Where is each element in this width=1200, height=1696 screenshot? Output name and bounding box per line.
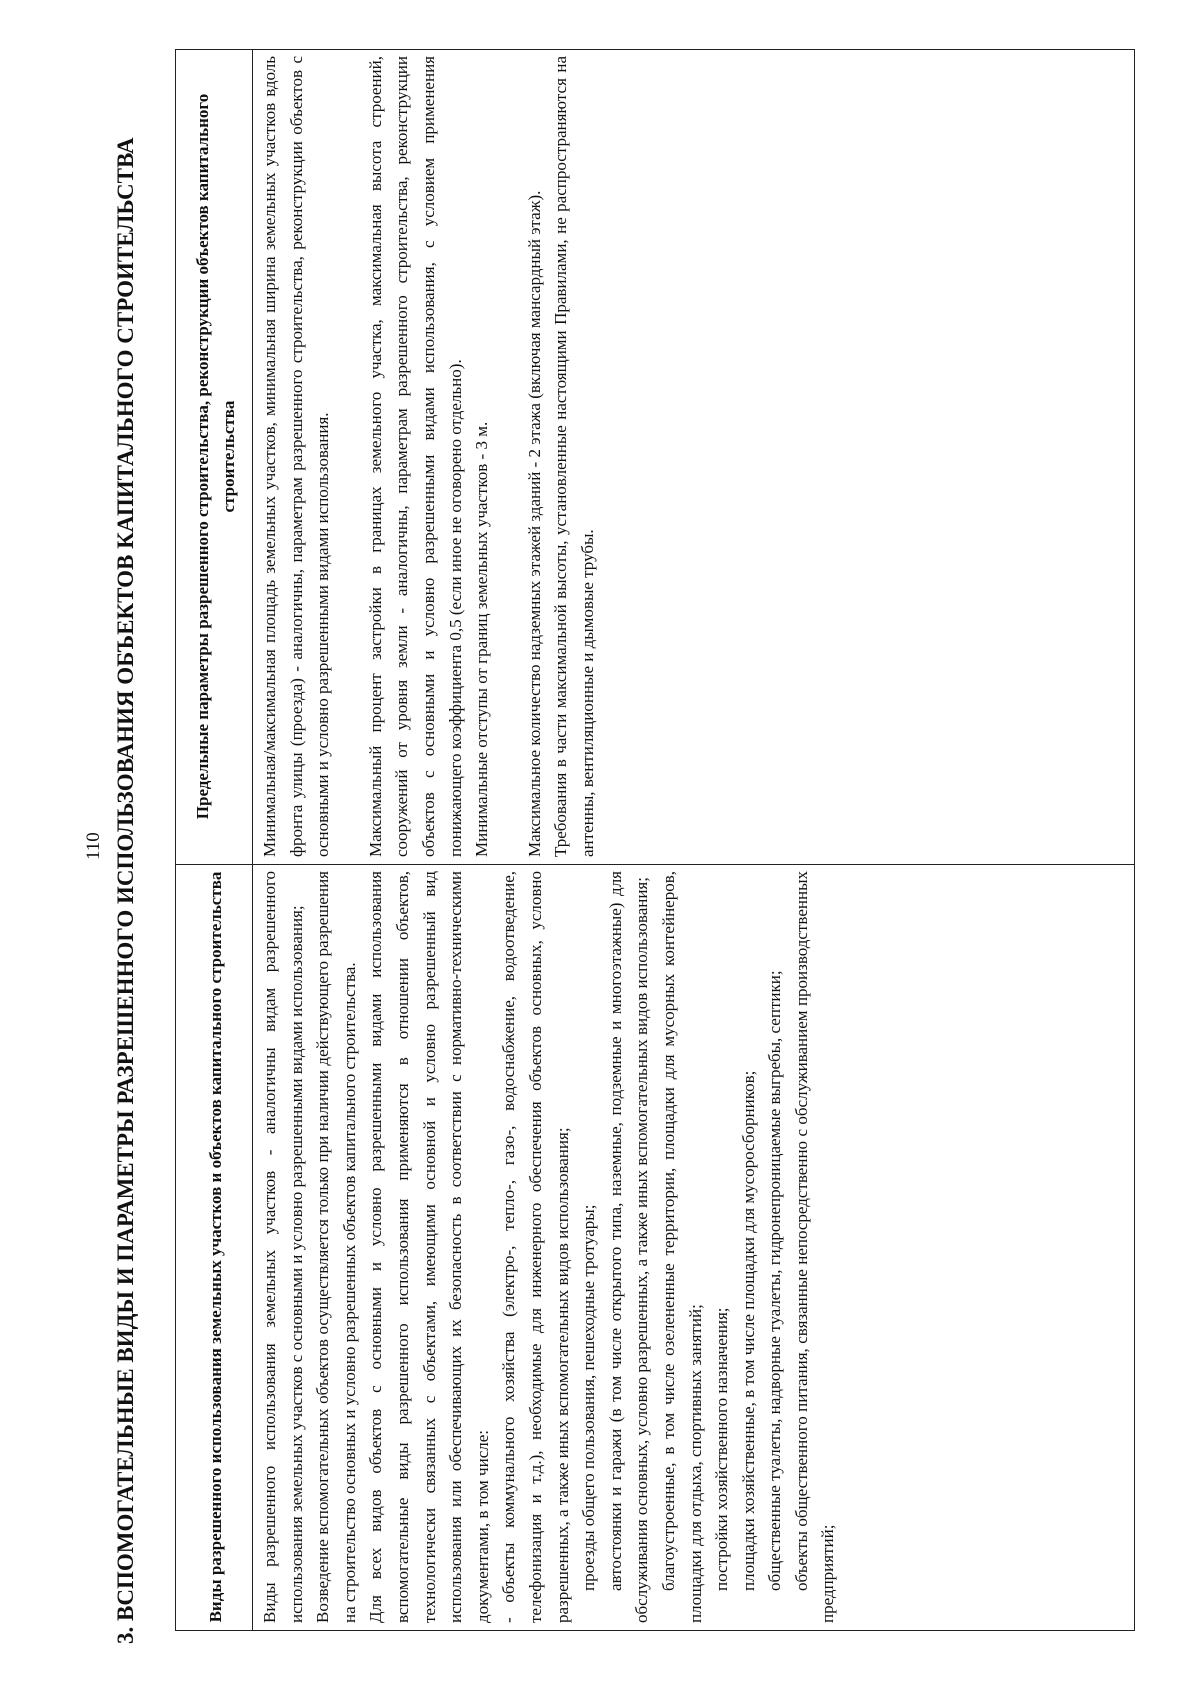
- uses-list-item: общественные туалеты, надворные туалеты, гидронепроницаемые выгребы, септики;: [765, 970, 785, 1591]
- uses-list-item: благоустроенные, в том числе озелененные территории, площадки для мусорных контейнеров, площадки для отдыха, спортивных занятий;: [658, 871, 705, 1623]
- uses-list-item: проезды общего пользования, пешеходные тротуары;: [579, 1204, 599, 1591]
- header-permitted-uses: Виды разрешенного использования земельных участков и объектов капитального строительства: [176, 865, 253, 1631]
- table-header-row: [176, 50, 253, 1631]
- uses-paragraph: Для всех видов объектов с основными и условно разрешенными видами использования вспомогательные виды разрешенного использования применяются в отношении объектов, технологически связанных с объектами, имеющими основной и условно разрешенный вид использования или обеспечивающих их безопасность в соответствии с нормативно-техническими документами, в том числе:: [366, 871, 492, 1623]
- permitted-uses-cell: [253, 865, 1135, 1631]
- uses-list-item: площадки хозяйственные, в том числе площадки для мусоросборников;: [738, 1070, 758, 1591]
- table-row: [253, 50, 1135, 1631]
- uses-list-item: постройки хозяйственного назначения;: [712, 1307, 732, 1591]
- limit-parameters-cell: [253, 50, 1135, 865]
- parameter-paragraph: Минимальные отступы от границ земельных участков - 3 м.: [472, 421, 492, 857]
- section-number: 3.: [113, 1626, 138, 1644]
- uses-paragraph: - объекты коммунального хозяйства (электро-, тепло-, газо-, водоснабжение, водоотведение, телефонизация и т.д.), необходимые для инженерного обеспечения объектов основных, условно разрешенных, а также иных вспомогательных видов использования;: [499, 871, 572, 1623]
- uses-paragraph: Виды разрешенного использования земельных участков - аналогичны видам разрешенного использования земельных участков с основными и условно разрешенными видами использования;: [260, 871, 306, 1623]
- uses-paragraph: Возведение вспомогательных объектов осуществляется только при наличии действующего разрешения на строительство основных и условно разрешенных объектов капитального строительства.: [313, 871, 359, 1623]
- parameter-paragraph: Максимальное количество надземных этажей зданий - 2 этажа (включая мансардный этаж).: [524, 190, 544, 857]
- parameter-paragraph: Требования в части максимальной высоты, установленные настоящими Правилами, не распространяются на антенны, вентиляционные и дымовые трубы.: [551, 56, 597, 857]
- section-title: ВСПОМОГАТЕЛЬНЫЕ ВИДЫ И ПАРАМЕТРЫ РАЗРЕШЕННОГО ИСПОЛЬЗОВАНИЯ ОБЪЕКТОВ КАПИТАЛЬНОГО СТРОИТЕЛЬСТВА: [113, 137, 138, 1621]
- header-limit-parameters: Предельные параметры разрешенного строительства, реконструкции объектов капитального строительства: [176, 50, 253, 865]
- parameter-paragraph: Максимальный процент застройки в границах земельного участка, максимальная высота строений, сооружений от уровня земли - аналогичны, параметрам разрешенного строительства, реконструкции объектов с основными и условно разрешенными видами использования, с условием применения понижающего коэффициента 0,5 (если иное не оговорено отдельно).: [365, 56, 465, 857]
- uses-list-item: автостоянки и гаражи (в том числе открытого типа, наземные, подземные и многоэтажные) для обслуживания основных, условно разрешенных, а также иных вспомогательных видов использования;: [605, 871, 652, 1623]
- section-heading: [112, 44, 139, 1644]
- uses-list-item: объекты общественного питания, связанные непосредственно с обслуживанием производственных предприятий;: [791, 871, 838, 1623]
- page-number: 110: [83, 832, 104, 860]
- parameters-table: [175, 49, 1135, 1631]
- parameter-paragraph: Минимальная/максимальная площадь земельных участков, минимальная ширина земельных участков вдоль фронта улицы (проезда) - аналогичны, параметрам разрешенного строительства, реконструкции объектов с основными и условно разрешенными видами использования.: [260, 56, 333, 857]
